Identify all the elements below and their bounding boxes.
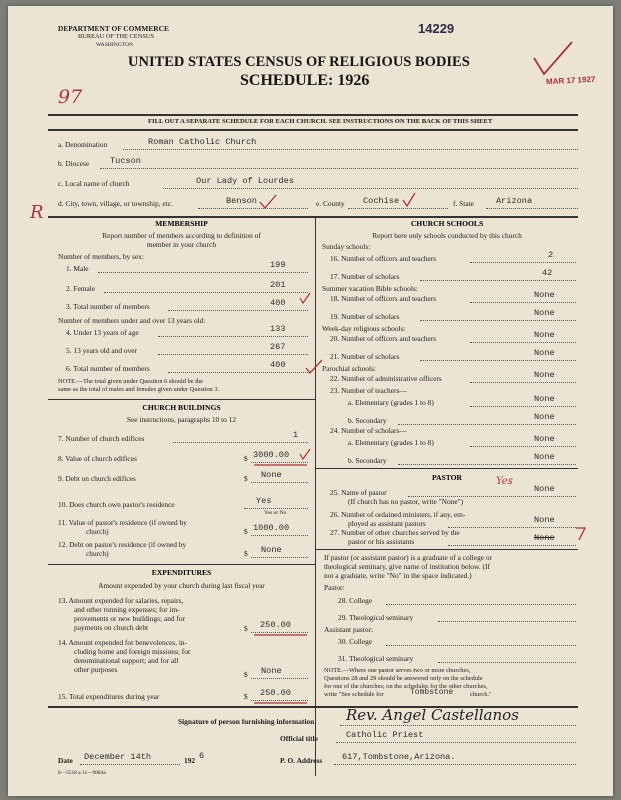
local-name-label: c. Local name of church — [58, 179, 130, 188]
fill-line — [470, 406, 576, 407]
q21-value[interactable]: None — [534, 348, 555, 358]
q21-label: 21. Number of scholars — [330, 352, 400, 361]
q10-value[interactable]: Yes — [256, 496, 272, 506]
expenditures-heading: EXPENDITURES — [151, 568, 212, 577]
q9-label: 9. Debt on church edifices — [58, 474, 136, 483]
q4-label: 4. Under 13 years of age — [66, 328, 139, 337]
q20-value[interactable]: None — [534, 330, 555, 340]
q14-value[interactable]: None — [261, 666, 282, 676]
diocese-label: b. Diocese — [58, 159, 90, 168]
dept-label: DEPARTMENT OF COMMERCE — [58, 24, 169, 33]
fill-line — [470, 342, 576, 343]
fill-line — [123, 149, 578, 150]
divider — [48, 114, 578, 116]
q5-value[interactable]: 267 — [270, 342, 286, 352]
fill-line — [448, 545, 576, 546]
q2-value[interactable]: 201 — [270, 280, 286, 290]
fill-line — [158, 336, 308, 337]
q5-label: 5. 13 years old and over — [66, 346, 138, 355]
handwritten-r: R — [30, 202, 44, 223]
grad-text-3: not a graduate, write "No" in the space indicated.) — [324, 571, 472, 580]
q18-value[interactable]: None — [534, 290, 555, 300]
form-subtitle: SCHEDULE: 1926 — [240, 72, 370, 89]
fill-line — [420, 280, 576, 281]
divider — [48, 399, 315, 400]
fill-line — [163, 188, 578, 189]
assistant-subhead: Assistant pastor: — [324, 625, 374, 634]
fill-line — [334, 764, 576, 765]
pastor-note-4a: write "See schedule for — [324, 691, 384, 698]
pastor-note-tombstone[interactable]: Tombstone — [410, 688, 454, 697]
membership-note-1: NOTE.—The total given under Question 6 should be the — [58, 378, 204, 385]
check-mark-icon — [528, 36, 578, 86]
schools-heading: CHURCH SCHOOLS — [410, 219, 484, 228]
q3-label: 3. Total number of members — [66, 302, 150, 311]
fill-line — [448, 527, 576, 528]
local-name-value[interactable]: Our Lady of Lourdes — [196, 176, 294, 186]
dollar-sign: $ — [244, 624, 248, 633]
q29-fill-line[interactable] — [438, 621, 576, 622]
divider — [315, 549, 578, 550]
q19-value[interactable]: None — [534, 308, 555, 318]
buildings-sub: See instructions, paragraphs 10 to 12 — [126, 415, 237, 424]
year-prefix: 192 — [184, 756, 196, 765]
q14-label-3: denominational support; and for all — [74, 656, 179, 665]
q6-value[interactable]: 400 — [270, 360, 286, 370]
q22-value[interactable]: None — [534, 370, 555, 380]
q11-label-2: church) — [86, 527, 109, 536]
denomination-label: a. Denomination — [58, 140, 108, 149]
q23a-value[interactable]: None — [534, 394, 555, 404]
schools-sub: Report here only schools conducted by this church — [372, 231, 522, 240]
received-stamp: MAR 17 1927 — [545, 74, 596, 87]
dollar-sign: $ — [244, 527, 248, 536]
divider — [48, 564, 315, 565]
q19-label: 19. Number of scholars — [330, 312, 400, 321]
membership-intro-1: Report number of members according to definition of — [102, 231, 261, 240]
q31-label: 31. Theological seminary — [338, 654, 414, 663]
divider — [48, 216, 578, 218]
fill-line — [251, 557, 308, 558]
q27-value[interactable]: None — [534, 533, 555, 543]
pastor-heading: PASTOR — [431, 473, 463, 482]
fill-line — [470, 262, 576, 263]
column-divider — [315, 216, 316, 776]
q24a-label: a. Elementary (grades 1 to 8) — [348, 438, 434, 447]
q14-label-2: cluding home and foreign missions; for — [74, 647, 191, 656]
date-value[interactable]: December 14th — [84, 752, 152, 762]
underline-mark — [253, 701, 308, 705]
q23b-label: b. Secondary — [348, 416, 387, 425]
q11-label-1: 11. Value of pastor's residence (if owned by — [58, 518, 187, 527]
grad-text-2: theological seminary, give name of institution below. (If — [324, 562, 490, 571]
check-mark-icon — [298, 292, 312, 306]
q7-value[interactable]: 1 — [293, 430, 299, 440]
q30-fill-line[interactable] — [386, 645, 576, 646]
q8-value[interactable]: 3000.00 — [253, 450, 290, 460]
q25-value[interactable]: None — [534, 484, 555, 494]
vacation-label: Summer vacation Bible schools: — [322, 284, 418, 293]
fill-line — [98, 272, 308, 273]
q15-label: 15. Total expenditures during year — [58, 692, 160, 701]
q3-value[interactable]: 400 — [270, 298, 286, 308]
print-code: 8—5518 a 11—9084a — [58, 770, 106, 776]
check-mark-icon — [258, 194, 278, 210]
date-label: Date — [58, 756, 73, 765]
fill-line — [168, 310, 308, 311]
diocese-value[interactable]: Tucson — [110, 156, 141, 166]
q22-label: 22. Number of administrative officers — [330, 374, 442, 383]
handwritten-number: 97 — [58, 86, 83, 108]
q13-label-1: 13. Amount expended for salaries, repairs, — [58, 596, 184, 605]
expenditures-sub: Amount expended by your church during last fiscal year — [98, 581, 265, 590]
q24-label: 24. Number of scholars— — [330, 426, 407, 435]
q12-label-1: 12. Debt on pastor's residence (if owned by — [58, 540, 187, 549]
fill-line — [470, 446, 576, 447]
q18-label: 18. Number of officers and teachers — [330, 294, 437, 303]
q13-label-4: payments on church debt — [74, 623, 149, 632]
q24b-value[interactable]: None — [534, 452, 555, 462]
fill-line — [158, 354, 308, 355]
pastor-subhead: Pastor: — [324, 583, 345, 592]
q10-hint: Yes or No — [264, 510, 287, 516]
fill-line — [486, 208, 578, 209]
fill-line — [251, 678, 308, 679]
county-label: e. County — [316, 199, 345, 208]
q14-label-1: 14. Amount expended for benevolences, in- — [58, 638, 188, 647]
year-suffix[interactable]: 6 — [199, 751, 205, 761]
form-title: UNITED STATES CENSUS OF RELIGIOUS BODIES — [128, 54, 470, 70]
dollar-sign: $ — [244, 549, 248, 558]
pastor-note-2: Questions 28 and 29 should be answered only on the schedule — [324, 675, 483, 682]
fill-line — [420, 320, 576, 321]
pastor-note-3: for one of the churches; on the schedules for the other churches, — [324, 683, 488, 690]
q31-fill-line[interactable] — [438, 662, 576, 663]
q23b-value[interactable]: None — [534, 412, 555, 422]
county-value[interactable]: Cochise — [363, 196, 400, 206]
fill-line — [173, 442, 308, 443]
q26-value[interactable]: None — [534, 515, 555, 525]
q11-value[interactable]: 1000.00 — [253, 523, 290, 533]
q25-handwritten: Yes — [496, 476, 513, 487]
fill-line — [80, 764, 180, 765]
q28-fill-line[interactable] — [386, 604, 576, 605]
city-label-field: d. City, town, village, or township, etc. — [58, 199, 173, 208]
check-mark-icon — [401, 192, 417, 208]
divider — [315, 468, 578, 469]
fill-line — [251, 535, 308, 536]
sunday-label: Sunday schools: — [322, 242, 371, 251]
check-mark-icon — [298, 448, 312, 462]
q2-label: 2. Female — [66, 284, 96, 293]
q17-value[interactable]: 42 — [542, 268, 553, 278]
q25-hint: (If church has no pastor, write "None") — [348, 497, 464, 506]
q20-label: 20. Number of officers and teachers — [330, 334, 437, 343]
fill-line — [251, 482, 308, 483]
divider — [48, 129, 578, 131]
membership-note-2: same as the total of males and females given under Question 3. — [58, 386, 220, 393]
fill-line — [470, 382, 576, 383]
grad-text-1: If pastor (or assistant pastor) is a graduate of a college or — [324, 553, 493, 562]
weekday-label: Week-day religious schools: — [322, 324, 406, 333]
q28-label: 28. College — [338, 596, 373, 605]
q30-label: 30. College — [338, 637, 373, 646]
title-label: Official title — [280, 734, 318, 743]
fill-line — [100, 168, 578, 169]
signature-label: Signature of person furnishing information — [178, 717, 315, 726]
parochial-label: Parochial schools: — [322, 364, 376, 373]
pastor-note-4c: church." — [470, 691, 492, 698]
q23a-label: a. Elementary (grades 1 to 8) — [348, 398, 434, 407]
check-mark-icon — [304, 358, 324, 374]
form-number: 14229 — [418, 21, 455, 36]
q8-label: 8. Value of church edifices — [58, 454, 137, 463]
fill-line — [104, 292, 308, 293]
age-head: Number of members under and over 13 years old: — [58, 316, 206, 325]
q13-value[interactable]: 250.00 — [260, 620, 291, 630]
q25-label: 25. Name of pastor — [330, 488, 387, 497]
by-sex-label: Number of members, by sex: — [58, 252, 144, 261]
dollar-sign: $ — [244, 474, 248, 483]
state-value[interactable]: Arizona — [496, 196, 533, 206]
q7-label: 7. Number of church edifices — [58, 434, 145, 443]
q16-label: 16. Number of officers and teachers — [330, 254, 437, 263]
q15-value[interactable]: 250.00 — [260, 688, 291, 698]
q12-value[interactable]: None — [261, 545, 282, 555]
city-label: WASHINGTON — [96, 42, 134, 48]
fill-line — [398, 464, 576, 465]
q29-label: 29. Theological seminary — [338, 613, 414, 622]
q26-label-2: ployed as assistant pastors — [348, 519, 426, 528]
official-title-value[interactable]: Catholic Priest — [346, 730, 424, 740]
membership-heading: MEMBERSHIP — [155, 219, 208, 228]
fill-line — [198, 208, 308, 209]
q24a-value[interactable]: None — [534, 434, 555, 444]
dollar-sign: $ — [244, 454, 248, 463]
membership-intro-2: member in your church — [146, 240, 217, 249]
q17-label: 17. Number of scholars — [330, 272, 400, 281]
underline-mark — [253, 633, 308, 637]
q13-label-3: provements or new buildings; and for — [74, 614, 186, 623]
q13-label-2: and other running expenses; for im- — [74, 605, 180, 614]
q1-label: 1. Male — [66, 264, 89, 273]
check-mark-icon — [574, 526, 588, 542]
q6-label: 6. Total number of members — [66, 364, 150, 373]
instruction-line: FILL OUT A SEPARATE SCHEDULE FOR EACH CHURCH. SEE INSTRUCTIONS ON THE BACK OF THIS SHEET — [148, 118, 493, 125]
q24b-label: b. Secondary — [348, 456, 387, 465]
q23-label: 23. Number of teachers— — [330, 386, 407, 395]
city-value[interactable]: Benson — [226, 196, 257, 206]
po-label: P. O. Address — [280, 756, 323, 765]
q14-label-4: other purposes — [74, 665, 118, 674]
census-form — [8, 6, 613, 796]
fill-line — [340, 725, 576, 726]
q1-value[interactable]: 199 — [270, 260, 286, 270]
q9-value[interactable]: None — [261, 470, 282, 480]
pastor-note-1: NOTE.—Where one pastor serves two or more churches, — [324, 667, 471, 674]
fill-line — [336, 742, 576, 743]
fill-line — [168, 372, 308, 373]
state-label: f. State — [453, 199, 474, 208]
q12-label-2: church) — [86, 549, 109, 558]
q27-label-2: pastor or his assistants — [348, 537, 415, 546]
q4-value[interactable]: 133 — [270, 324, 286, 334]
fill-line — [348, 208, 448, 209]
fill-line — [398, 424, 576, 425]
dollar-sign: $ — [244, 670, 248, 679]
q10-label: 10. Does church own pastor's residence — [58, 500, 175, 509]
dollar-sign: $ — [244, 692, 248, 701]
q26-label-1: 26. Number of ordained ministers, if any, em- — [330, 510, 466, 519]
po-value[interactable]: 617,Tombstone,Arizona. — [342, 752, 456, 762]
fill-line — [470, 302, 576, 303]
fill-line — [420, 360, 576, 361]
q27-label-1: 27. Number of other churches served by the — [330, 528, 460, 537]
bureau-label: BUREAU OF THE CENSUS — [78, 33, 155, 40]
denomination-value[interactable]: Roman Catholic Church — [148, 137, 257, 147]
underline-mark — [253, 463, 308, 467]
q16-value[interactable]: 2 — [548, 250, 554, 260]
signature-value[interactable]: Rev. Angel Castellanos — [346, 706, 519, 724]
buildings-heading: CHURCH BUILDINGS — [142, 403, 221, 412]
